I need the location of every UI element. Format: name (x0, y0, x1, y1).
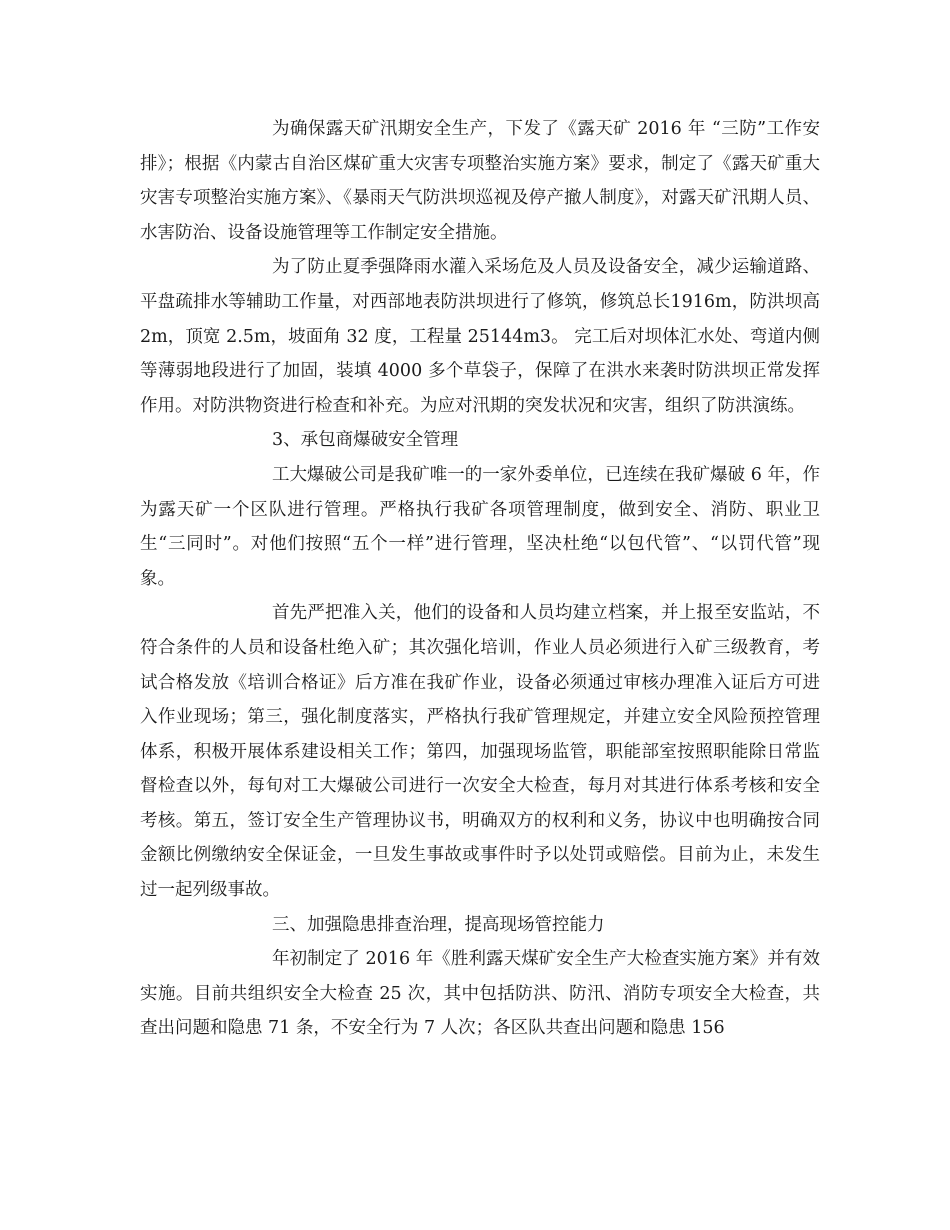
section-heading-contractor-blasting: 3、承包商爆破安全管理 (272, 430, 459, 451)
document-body (140, 112, 820, 1046)
section-heading-hazard-inspection: 三、加强隐患排查治理，提高现场管控能力 (272, 914, 605, 935)
paragraph-inspection-plan: 年初制定了 2016 年《胜利露天煤矿安全生产大检查实施方案》并有效实施。目前共组织安全大检查 25 次，其中包括防洪、防汛、消防专项安全大检查，共查出问题和隐患 71 条，不安全行为 7 人次；各区队共查出问题和隐患 156 (140, 949, 820, 1039)
paragraph-contractor-intro: 工大爆破公司是我矿唯一的一家外委单位，已连续在我矿爆破 6 年，作为露天矿一个区队进行管理。严格执行我矿各项管理制度，做到安全、消防、职业卫生“三同时”。对他们按照“五个一样”进行管理，坚决杜绝“以包代管”、“以罚代管”现象。 (140, 464, 820, 589)
paragraph-contractor-measures: 首先严把准入关，他们的设备和人员均建立档案，并上报至安监站，不符合条件的人员和设备杜绝入矿；其次强化培训，作业人员必须进行入矿三级教育，考试合格发放《培训合格证》后方准在我矿作业，设备必须通过审核办理准入证后方可进入作业现场；第三，强化制度落实，严格执行我矿管理规定，并建立安全风险预控管理体系，积极开展体系建设相关工作；第四，加强现场监管，职能部室按照职能除日常监督检查以外，每旬对工大爆破公司进行一次安全大检查，每月对其进行体系考核和安全考核。第五，签订安全生产管理协议书，明确双方的权利和义务，协议中也明确按合同金额比例缴纳安全保证金，一旦发生事故或事件时予以处罚或赔偿。目前为止，未发生过一起列级事故。 (140, 603, 820, 901)
paragraph-flood-dam: 为了防止夏季强降雨水灌入采场危及人员及设备安全，减少运输道路、平盘疏排水等辅助工作量，对西部地表防洪坝进行了修筑，修筑总长1916m，防洪坝高 2m，顶宽 2.5m，坡面角 32 度，工程量 25144m3。 完工后对坝体汇水处、弯道内侧等薄弱地段进行了加固，装填 4000 多个草袋子，保障了在洪水来袭时防洪坝正常发挥作用。对防洪物资进行检查和补充。为应对汛期的突发状况和灾害，组织了防洪演练。 (140, 257, 820, 416)
paragraph-flood-plan: 为确保露天矿汛期安全生产，下发了《露天矿 2016 年 “三防”工作安排》；根据《内蒙古自治区煤矿重大灾害专项整治实施方案》要求，制定了《露天矿重大灾害专项整治实施方案》、《暴雨天气防洪坝巡视及停产撤人制度》，对露天矿汛期人员、水害防治、设备设施管理等工作制定安全措施。 (140, 119, 820, 243)
